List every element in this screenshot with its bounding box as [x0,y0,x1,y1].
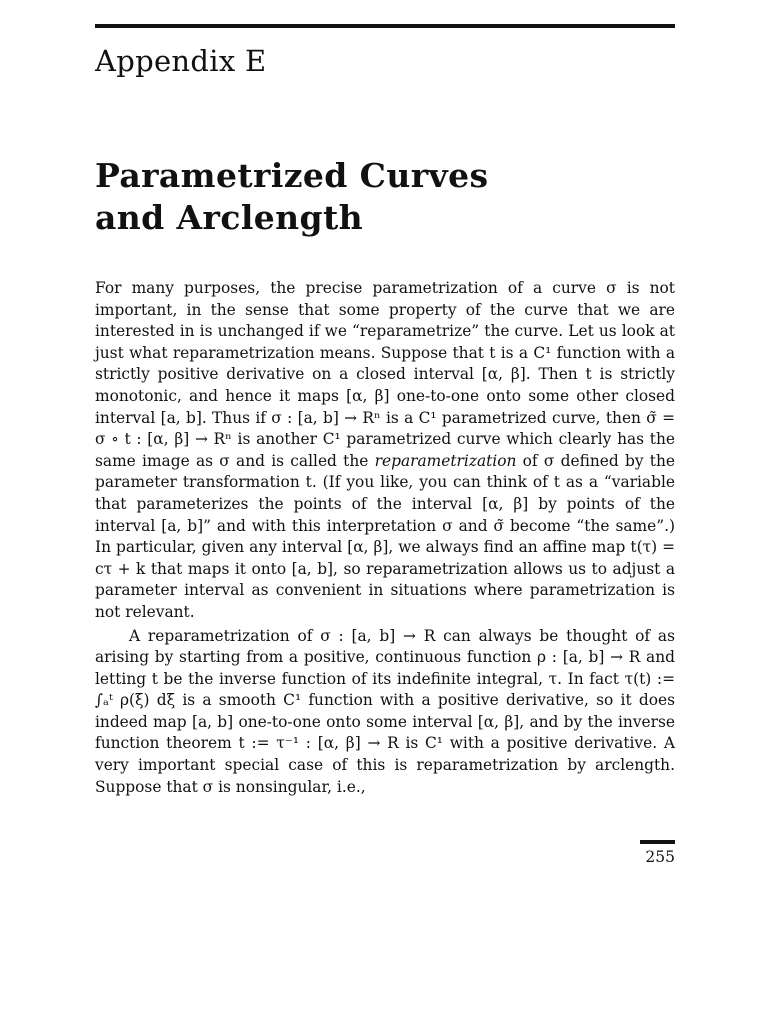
chapter-title-line1: Parametrized Curves [95,156,489,195]
chapter-title-line2: and Arclength [95,198,364,237]
chapter-title [95,155,675,239]
paragraph-1-part-b: of σ defined by the parameter transformation t. (If you like, you can think of t as a “variable that parameterizes the points of the interval [α, β] by points of the interval [a, b]” and with this interpretation σ and σ̃ become “the same”.) In particular, given any interval [α, β], we always find an affine map t(τ) = cτ + k that maps it onto [a, b], so reparametrization allows us to adjust a parameter interval as convenient in situations where parametrization is not relevant. [95,451,676,621]
top-rule [95,24,675,28]
appendix-heading: Appendix E [95,44,267,78]
paragraph-2: A reparametrization of σ : [a, b] → R can always be thought of as arising by starting from a positive, continuous function ρ : [a, b] → R and letting t be the inverse function of its indefinite integral, τ. In fact τ(t) := ∫ₐᵗ ρ(ξ) dξ is a smooth C¹ function with a positive derivative, so it does indeed map [a, b] one-to-one onto some interval [α, β], and by the inverse function theorem t := τ⁻¹ : [α, β] → R is C¹ with a positive derivative. A very important special case of this is reparametrization by arclength. Suppose that σ is nonsingular, i.e., [95,626,675,796]
paragraph-1-part-a: For many purposes, the precise parametrization of a curve σ is not important, in the sense that some property of the curve that we are interested in is unchanged if we “reparametrize” the curve. Let us look at just what reparametrization means. Suppose that t is a C¹ function with a strictly positive derivative on a closed interval [α, β]. Then t is strictly monotonic, and hence it maps [α, β] one-to-one onto some other closed interval [a, b]. Thus if σ : [a, b] → Rⁿ is a C¹ parametrized curve, then σ̃ = σ ∘ t : [α, β] → Rⁿ is another C¹ parametrized curve which clearly has the same image as σ and is called the [95,279,675,470]
body-text [95,278,675,798]
page-number: 255 [645,848,675,866]
footer-rule [640,840,675,844]
paragraph-1 [95,278,675,624]
emphasis-term: reparametrization [374,451,517,470]
